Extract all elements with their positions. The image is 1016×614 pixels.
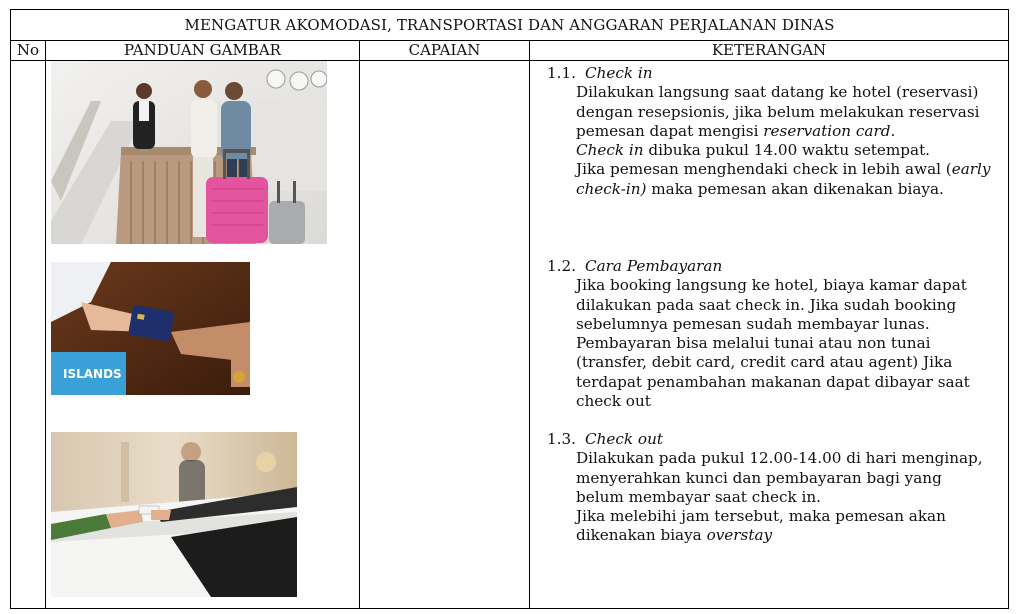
text-line — [576, 276, 1004, 295]
text-line — [576, 449, 1004, 468]
section-title-text: Check in — [585, 64, 653, 82]
text-line — [576, 469, 1004, 488]
text-run: (transfer, debit card, credit card atau agent) Jika — [576, 353, 953, 372]
text-line — [576, 392, 1004, 411]
text-line — [576, 103, 1004, 122]
text-run: Pembayaran bisa melalui tunai atau non tunai — [576, 334, 931, 353]
text-line — [576, 160, 1004, 179]
text-run: terdapat penambahan makanan dapat dibayar saat — [576, 372, 970, 391]
text-line — [576, 353, 1004, 372]
text-run: dengan resepsionis, jika belum melakukan reservasi — [576, 102, 980, 121]
section-title — [538, 257, 1004, 276]
text-line — [576, 315, 1004, 334]
text-run: dikenakan biaya — [576, 526, 707, 545]
brochure-text: ISLANDS — [63, 367, 122, 381]
section-title-text: Cara Pembayaran — [585, 257, 723, 275]
italic-run: reservation card. — [763, 121, 896, 140]
section-body — [538, 449, 1004, 545]
italic-run: check-in) — [576, 179, 647, 198]
text-line — [576, 141, 1004, 160]
text-line — [576, 507, 1004, 526]
text-line — [576, 526, 1004, 545]
header-row — [11, 40, 1008, 61]
table-body — [11, 61, 1008, 608]
italic-run: Check in — [576, 141, 644, 160]
header-no: No — [16, 41, 40, 59]
section-title — [538, 64, 1004, 83]
text-run: dibuka pukul 14.00 waktu setempat. — [643, 141, 931, 160]
text-run: Jika pemesan menghendaki check in lebih awal ( — [576, 160, 952, 179]
checkout-handover-photo — [51, 432, 297, 597]
italic-run: overstay — [706, 526, 773, 545]
guide-table — [10, 9, 1009, 609]
text-run: sebelumnya pemesan sudah membayar lunas. — [576, 314, 930, 333]
text-run: belum membayar saat check in. — [576, 487, 821, 506]
section-number: 1.1. — [547, 64, 576, 82]
italic-run: early — [951, 160, 991, 179]
text-run: check out — [576, 392, 651, 411]
section-check-in — [538, 64, 1004, 199]
text-line — [576, 180, 1004, 199]
text-run: menyerahkan kunci dan pembayaran bagi yang — [576, 468, 942, 487]
text-run: pemesan dapat mengisi — [576, 121, 764, 140]
text-line — [576, 83, 1004, 102]
section-body — [538, 83, 1004, 199]
text-run: Dilakukan langsung saat datang ke hotel (reservasi) — [576, 83, 979, 102]
text-run: maka pemesan akan dikenakan biaya. — [646, 179, 944, 198]
header-capaian: CAPAIAN — [408, 41, 481, 59]
section-cara-pembayaran — [538, 257, 1004, 411]
text-run: Jika booking langsung ke hotel, biaya kamar dapat — [576, 276, 967, 295]
text-line — [576, 296, 1004, 315]
text-line — [576, 122, 1004, 141]
text-line — [576, 334, 1004, 353]
card-payment-photo — [51, 262, 250, 395]
text-line — [576, 488, 1004, 507]
section-check-out — [538, 430, 1004, 546]
section-title — [538, 430, 1004, 449]
text-run: dilakukan pada saat check in. Jika sudah booking — [576, 295, 957, 314]
text-line — [576, 373, 1004, 392]
text-run: Dilakukan pada pukul 12.00-14.00 di hari menginap, — [576, 449, 983, 468]
section-number: 1.3. — [547, 430, 576, 448]
table-title: MENGATUR AKOMODASI, TRANSPORTASI DAN ANGGARAN PERJALANAN DINAS — [11, 10, 1008, 41]
header-keterangan: KETERANGAN — [711, 41, 827, 59]
header-panduan-gambar: PANDUAN GAMBAR — [124, 41, 281, 59]
section-title-text: Check out — [585, 430, 663, 448]
section-number: 1.2. — [547, 257, 576, 275]
hotel-reception-checkin-photo — [51, 61, 327, 244]
text-run: Jika melebihi jam tersebut, maka pemesan akan — [576, 507, 946, 526]
section-body — [538, 276, 1004, 411]
